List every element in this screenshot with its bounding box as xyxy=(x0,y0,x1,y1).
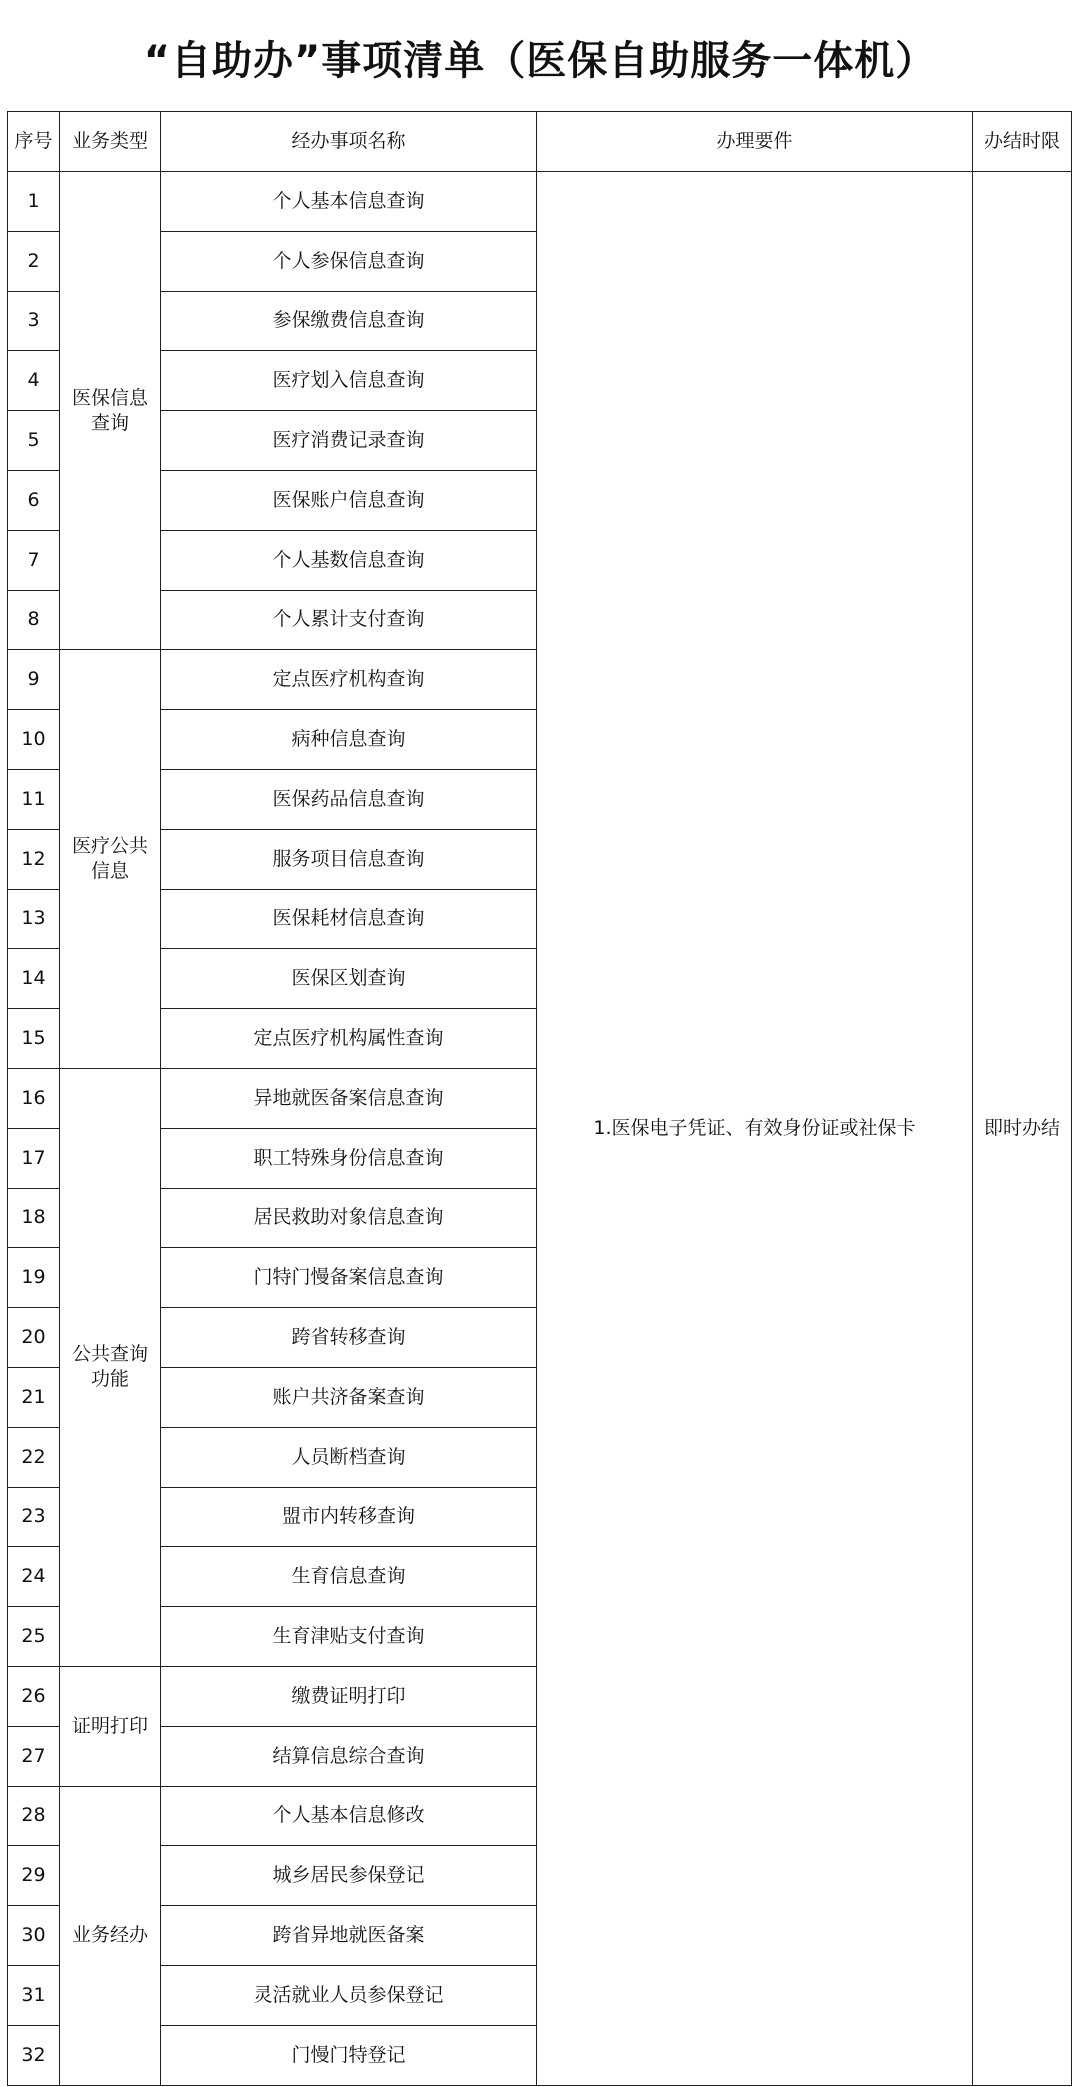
service-name-cell: 医保区划查询 xyxy=(161,949,537,1009)
service-name-cell: 个人参保信息查询 xyxy=(161,231,537,291)
service-name-cell: 医疗划入信息查询 xyxy=(161,351,537,411)
service-name-cell: 定点医疗机构属性查询 xyxy=(161,1009,537,1069)
row-number-cell: 1 xyxy=(8,172,60,232)
service-name-cell: 跨省异地就医备案 xyxy=(161,1906,537,1966)
row-number-cell: 3 xyxy=(8,291,60,351)
row-number-cell: 6 xyxy=(8,470,60,530)
row-number-cell: 7 xyxy=(8,530,60,590)
business-type-cell: 证明打印 xyxy=(60,1666,161,1786)
row-number-cell: 28 xyxy=(8,1786,60,1846)
service-name-cell: 人员断档查询 xyxy=(161,1427,537,1487)
service-name-cell: 医疗消费记录查询 xyxy=(161,411,537,471)
service-name-cell: 个人累计支付查询 xyxy=(161,590,537,650)
service-name-cell: 医保药品信息查询 xyxy=(161,769,537,829)
row-number-cell: 29 xyxy=(8,1846,60,1906)
column-header-name: 经办事项名称 xyxy=(161,112,537,172)
row-number-cell: 4 xyxy=(8,351,60,411)
service-name-cell: 城乡居民参保登记 xyxy=(161,1846,537,1906)
row-number-cell: 5 xyxy=(8,411,60,471)
row-number-cell: 23 xyxy=(8,1487,60,1547)
row-number-cell: 18 xyxy=(8,1188,60,1248)
service-name-cell: 个人基本信息修改 xyxy=(161,1786,537,1846)
service-name-cell: 异地就医备案信息查询 xyxy=(161,1068,537,1128)
column-header-requirement: 办理要件 xyxy=(537,112,973,172)
row-number-cell: 20 xyxy=(8,1308,60,1368)
service-name-cell: 跨省转移查询 xyxy=(161,1308,537,1368)
row-number-cell: 9 xyxy=(8,650,60,710)
row-number-cell: 31 xyxy=(8,1965,60,2025)
service-name-cell: 账户共济备案查询 xyxy=(161,1367,537,1427)
business-type-cell: 公共查询功能 xyxy=(60,1068,161,1666)
service-name-cell: 盟市内转移查询 xyxy=(161,1487,537,1547)
service-name-cell: 服务项目信息查询 xyxy=(161,829,537,889)
row-number-cell: 26 xyxy=(8,1666,60,1726)
business-type-cell: 医保信息查询 xyxy=(60,172,161,650)
business-type-cell: 医疗公共信息 xyxy=(60,650,161,1069)
row-number-cell: 21 xyxy=(8,1367,60,1427)
service-name-cell: 职工特殊身份信息查询 xyxy=(161,1128,537,1188)
service-name-cell: 结算信息综合查询 xyxy=(161,1726,537,1786)
service-name-cell: 参保缴费信息查询 xyxy=(161,291,537,351)
business-type-cell: 业务经办 xyxy=(60,1786,161,2085)
service-name-cell: 灵活就业人员参保登记 xyxy=(161,1965,537,2025)
column-header-type: 业务类型 xyxy=(60,112,161,172)
row-number-cell: 14 xyxy=(8,949,60,1009)
row-number-cell: 13 xyxy=(8,889,60,949)
column-header-no: 序号 xyxy=(8,112,60,172)
row-number-cell: 11 xyxy=(8,769,60,829)
row-number-cell: 24 xyxy=(8,1547,60,1607)
row-number-cell: 8 xyxy=(8,590,60,650)
page-title: “自助办”事项清单（医保自助服务一体机） xyxy=(143,38,937,84)
requirement-cell: 1.医保电子凭证、有效身份证或社保卡 xyxy=(537,172,973,2086)
row-number-cell: 30 xyxy=(8,1906,60,1966)
row-number-cell: 25 xyxy=(8,1607,60,1667)
row-number-cell: 17 xyxy=(8,1128,60,1188)
row-number-cell: 27 xyxy=(8,1726,60,1786)
service-name-cell: 医保账户信息查询 xyxy=(161,470,537,530)
table-row xyxy=(8,172,1072,232)
row-number-cell: 10 xyxy=(8,710,60,770)
service-name-cell: 个人基数信息查询 xyxy=(161,530,537,590)
row-number-cell: 22 xyxy=(8,1427,60,1487)
row-number-cell: 12 xyxy=(8,829,60,889)
service-name-cell: 生育津贴支付查询 xyxy=(161,1607,537,1667)
row-number-cell: 16 xyxy=(8,1068,60,1128)
time-limit-cell: 即时办结 xyxy=(973,172,1072,2086)
service-name-cell: 缴费证明打印 xyxy=(161,1666,537,1726)
row-number-cell: 2 xyxy=(8,231,60,291)
service-name-cell: 医保耗材信息查询 xyxy=(161,889,537,949)
row-number-cell: 19 xyxy=(8,1248,60,1308)
service-name-cell: 门特门慢备案信息查询 xyxy=(161,1248,537,1308)
column-header-time-limit: 办结时限 xyxy=(973,112,1072,172)
row-number-cell: 15 xyxy=(8,1009,60,1069)
service-name-cell: 生育信息查询 xyxy=(161,1547,537,1607)
service-list-table xyxy=(7,111,1072,2086)
service-name-cell: 定点医疗机构查询 xyxy=(161,650,537,710)
row-number-cell: 32 xyxy=(8,2025,60,2085)
table-body xyxy=(8,172,1072,2086)
service-name-cell: 病种信息查询 xyxy=(161,710,537,770)
service-name-cell: 居民救助对象信息查询 xyxy=(161,1188,537,1248)
table-header-row xyxy=(8,112,1072,172)
service-name-cell: 个人基本信息查询 xyxy=(161,172,537,232)
service-name-cell: 门慢门特登记 xyxy=(161,2025,537,2085)
